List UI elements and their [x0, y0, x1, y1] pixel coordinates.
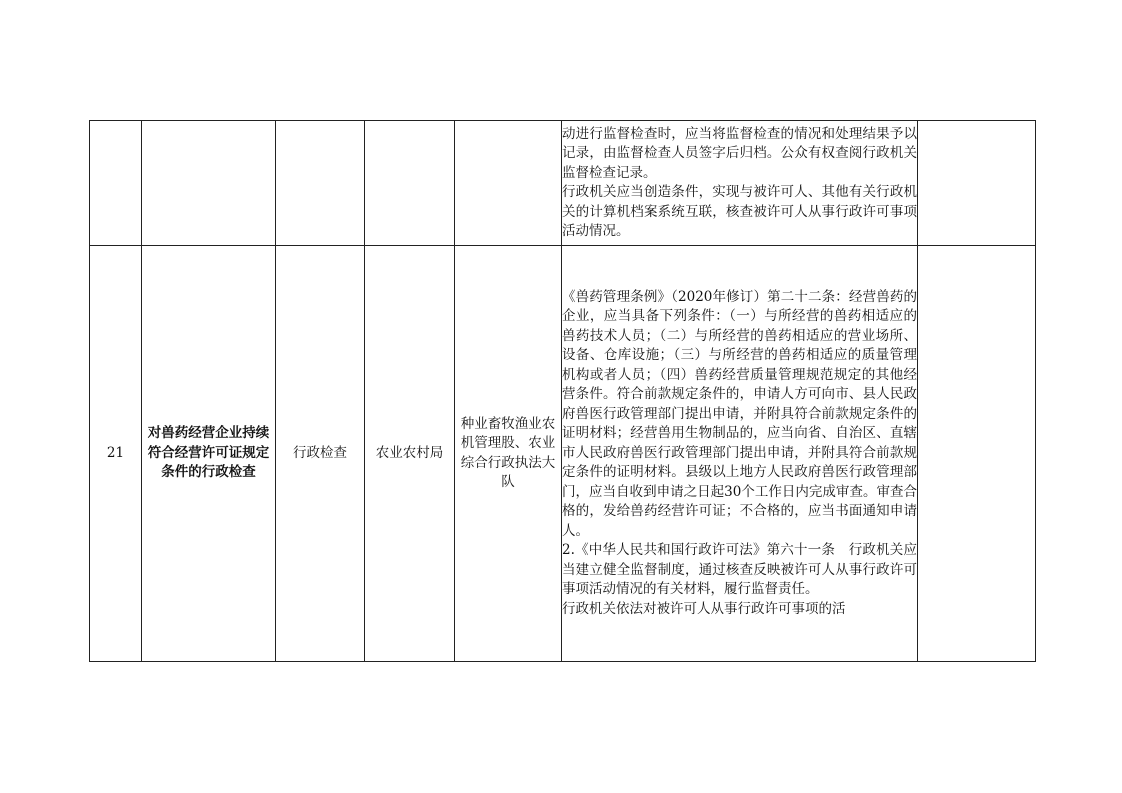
- table-row-continued: [90, 121, 1036, 246]
- basis-paragraph: 2.《中华人民共和国行政许可法》第六十一条 行政机关应当建立健全监督制度，通过核查反映被许可人从事行政许可事项活动情况的有关材料，履行监督责任。: [562, 542, 917, 598]
- remarks-cell: [918, 246, 1036, 662]
- legal-basis-cell: [562, 246, 918, 662]
- department-cell: 种业畜牧渔业农机管理股、农业综合行政执法大队: [455, 246, 562, 662]
- category-cell: 行政检查: [276, 246, 365, 662]
- category-cell: [276, 121, 365, 246]
- item-name-cell: 对兽药经营企业持续符合经营许可证规定条件的行政检查: [142, 246, 276, 662]
- authority-cell: [365, 121, 455, 246]
- document-table: [89, 120, 1036, 662]
- legal-basis-cell: [562, 121, 918, 246]
- basis-paragraph: 《兽药管理条例》（2020年修订）第二十二条：经营兽药的企业，应当具备下列条件：（一）与所经营的兽药相适应的兽药技术人员；（二）与所经营的兽药相适应的营业场所、设备、仓库设施；（三）与所经营的兽药相适应的质量管理机构或者人员；（四）兽药经营质量管理规范规定的其他经营条件。符合前款规定条件的，申请人方可向市、县人民政府兽医行政管理部门提出申请，并附具符合前款规定条件的证明材料；经营兽用生物制品的，应当向省、自治区、直辖市人民政府兽医行政管理部门提出申请，并附具符合前款规定条件的证明材料。县级以上地方人民政府兽医行政管理部门，应当自收到申请之日起30个工作日内完成审查。审查合格的，发给兽药经营许可证；不合格的，应当书面通知申请人。: [562, 288, 917, 539]
- basis-paragraph: 动进行监督检查时，应当将监督检查的情况和处理结果予以记录，由监督检查人员签字后归档。公众有权查阅行政机关监督检查记录。: [562, 125, 917, 181]
- remarks-cell: [918, 121, 1036, 246]
- number-cell: 21: [90, 246, 142, 662]
- table-row-21: [90, 246, 1036, 662]
- authority-cell: 农业农村局: [365, 246, 455, 662]
- item-name-cell: [142, 121, 276, 246]
- department-cell: [455, 121, 562, 246]
- basis-paragraph: 行政机关依法对被许可人从事行政许可事项的活: [562, 600, 846, 617]
- basis-paragraph: 行政机关应当创造条件，实现与被许可人、其他有关行政机关的计算机档案系统互联，核查被许可人从事行政许可事项活动情况。: [562, 184, 917, 239]
- number-cell: [90, 121, 142, 246]
